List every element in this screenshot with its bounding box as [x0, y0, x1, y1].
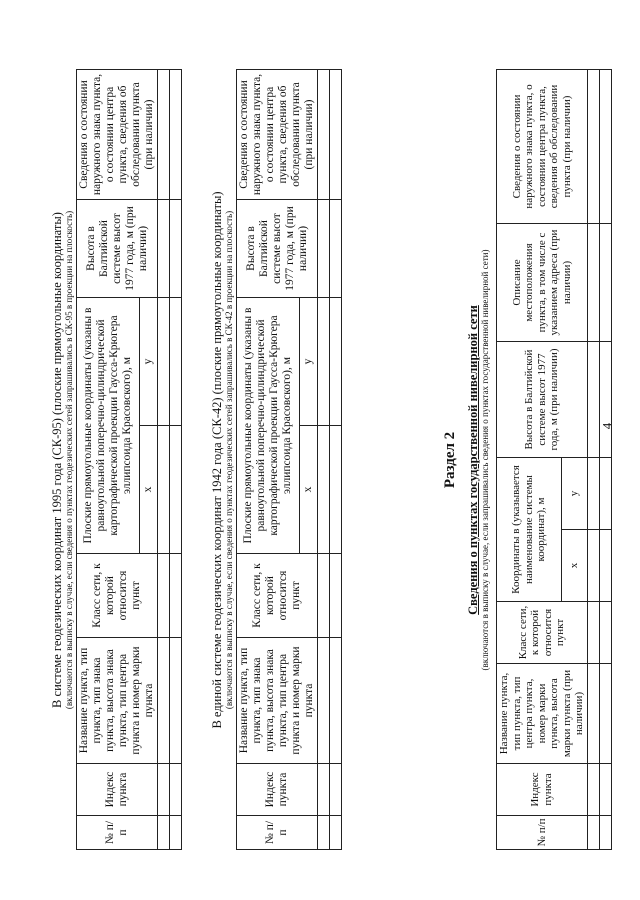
- col-height: Высота в Балтийской системе высот 1977 года, м (при наличии): [497, 342, 588, 458]
- table-row: [170, 69, 182, 849]
- ck95-title: В системе геодезических координат 1995 года (СК-95) (плоские прямоугольные координаты): [50, 212, 64, 708]
- leveling-subtitle: (включаются в выписку в случае, если запрашивались сведения о пунктах государственной нивелирной сети): [480, 249, 490, 671]
- col-y: y: [299, 297, 317, 425]
- leveling-title: Сведения о пунктах государственной нивелирной сети: [466, 305, 480, 615]
- col-num: № п/п: [77, 816, 158, 850]
- page-number: 4: [599, 422, 615, 430]
- col-num: № п/п: [497, 816, 588, 850]
- table-row: [599, 70, 611, 850]
- ck42-subtitle: (включаются в выписку в случае, если сведения о пунктах геодезических сетей запрашивались в СК-42 в проекции на плоскость): [224, 210, 234, 710]
- section-title: Раздел 2: [442, 431, 458, 489]
- col-height: Высота в Балтийской системе высот 1977 года, м (при наличии): [237, 199, 318, 297]
- table-row: [587, 70, 599, 850]
- ck95-subtitle: (включаются в выписку в случае, если сведения о пунктах геодезических сетей запрашивались в СК-95 в проекции на плоскость): [64, 210, 74, 710]
- col-index: Индекс пункта: [497, 764, 588, 816]
- leveling-table: [496, 69, 612, 850]
- col-x: x: [562, 530, 587, 602]
- col-state: Сведения о состоянии наружного знака пункта, о состоянии центра пункта, сведения об обследовании пункта (при наличии): [77, 69, 158, 199]
- table-row: [318, 69, 330, 849]
- col-name: Название пункта, тип пункта, тип знака пункта, высота знака пункта, тип центра пункта и номер марки пункта: [237, 638, 318, 764]
- ck42-table: [236, 69, 342, 850]
- col-name: Название пункта, тип пункта, тип центра пункта, номер марки пункта, высота марки пункта (при наличии): [497, 664, 588, 764]
- col-y: y: [139, 297, 157, 425]
- col-x: x: [139, 426, 157, 554]
- col-name: Название пункта, тип пункта, тип знака пункта, высота знака пункта, тип центра пункта и номер марки пункта: [77, 638, 158, 764]
- col-class: Класс сети, к которой относится пункт: [77, 554, 158, 638]
- ck42-title: В единой системе геодезических координат 1942 года (СК-42) (плоские прямоугольные координаты): [210, 191, 224, 729]
- col-state: Сведения о состоянии наружного знака пункта, о состоянии центра пункта, сведения об обследовании пункта (при наличии): [497, 70, 588, 224]
- ck95-block: [50, 70, 182, 850]
- col-state: Сведения о состоянии наружного знака пункта, о состоянии центра пункта, сведения об обследовании пункта (при наличии): [237, 69, 318, 199]
- col-height: Высота в Балтийской системе высот 1977 года, м (при наличии): [77, 199, 158, 297]
- col-index: Индекс пункта: [77, 764, 158, 816]
- col-index: Индекс пункта: [237, 764, 318, 816]
- ck95-table: [76, 69, 182, 850]
- table-row: [330, 69, 342, 849]
- table-row: [158, 69, 170, 849]
- col-class: Класс сети, к которой относится пункт: [497, 602, 588, 664]
- col-coords: Координаты в (указывается наименование системы координат), м: [497, 458, 562, 602]
- col-coords: Плоские прямоугольные координаты (указаны в равноугольной поперечно-цилиндрической картографической проекции Гаусса-Крюгера эллипсоида Красовского), м: [77, 297, 140, 553]
- col-num: № п/п: [237, 816, 318, 850]
- ck42-block: [210, 70, 342, 850]
- col-x: x: [299, 426, 317, 554]
- leveling-heading: [466, 70, 492, 850]
- leveling-block: [496, 70, 612, 850]
- col-y: y: [562, 458, 587, 530]
- col-coords: Плоские прямоугольные координаты (указаны в равноугольной поперечно-цилиндрической картографической проекции Гаусса-Крюгера эллипсоида Красовского), м: [237, 297, 300, 553]
- col-location: Описание местоположения пункта, в том числе с указанием адреса (при наличии): [497, 224, 588, 342]
- rotated-page-content: [50, 70, 610, 850]
- col-class: Класс сети, к которой относится пункт: [237, 554, 318, 638]
